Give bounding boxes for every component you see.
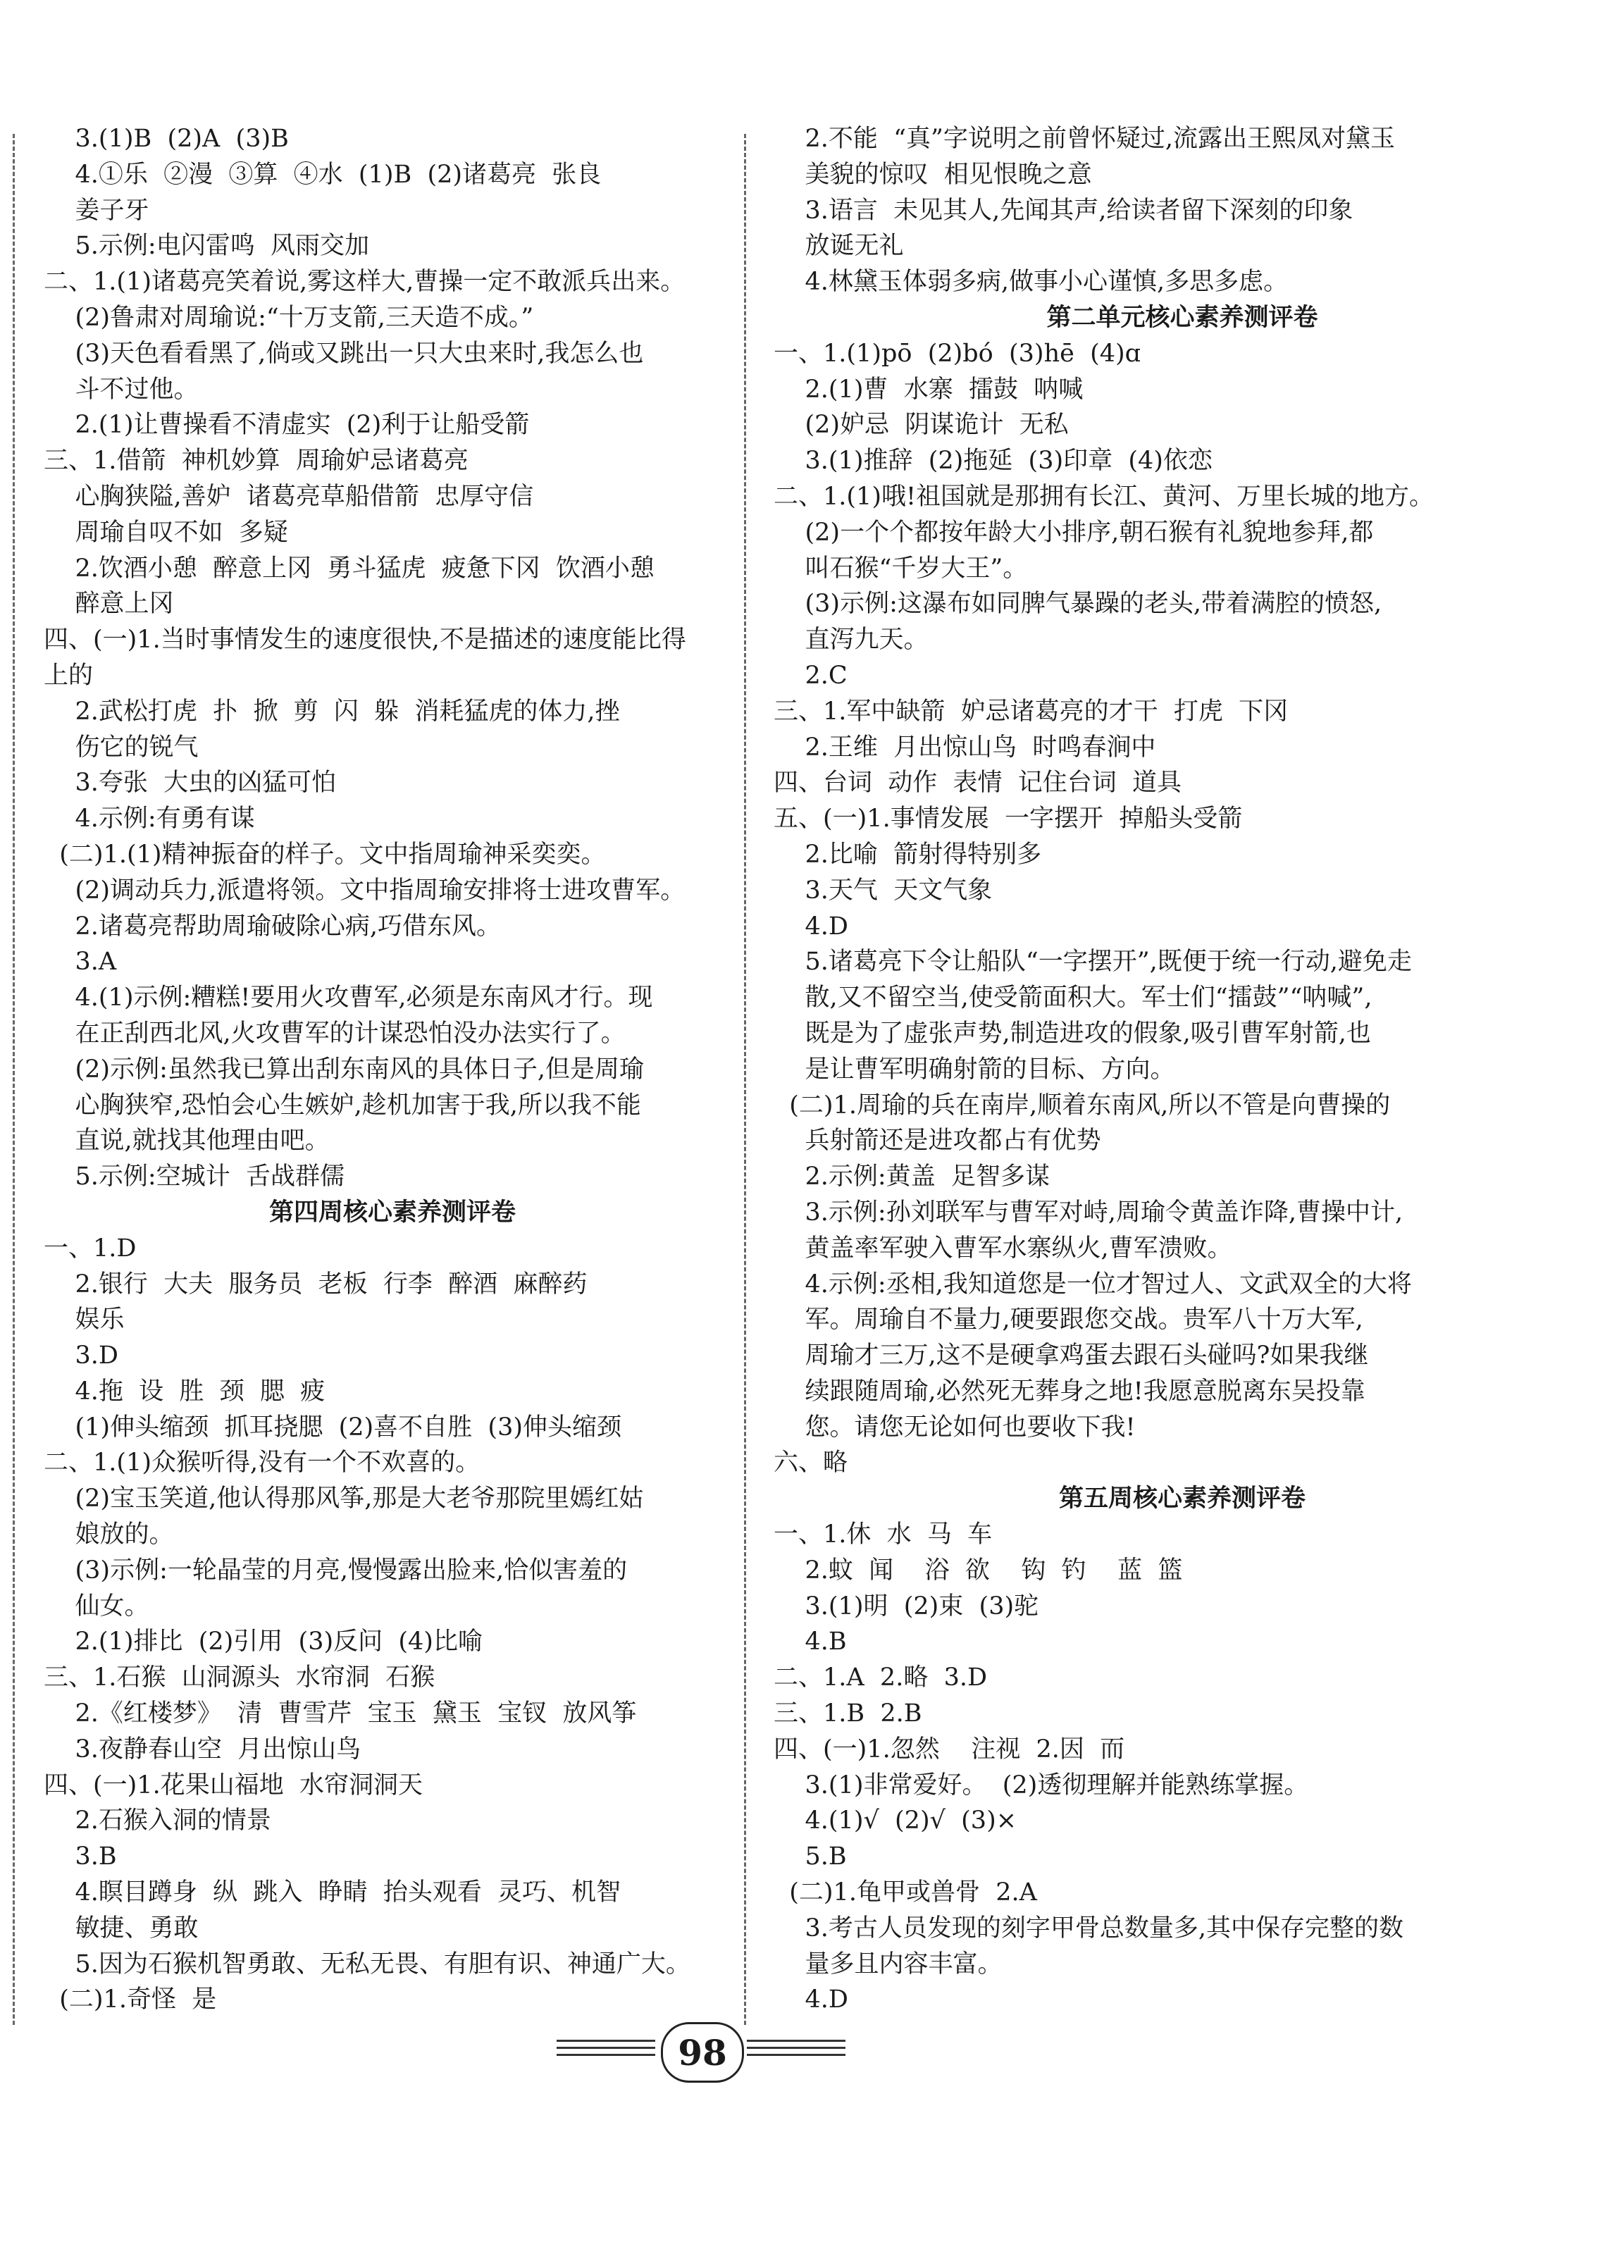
answer-line: (2)示例:虽然我已算出刮东南风的具体日子,但是周瑜 bbox=[44, 1055, 644, 1084]
answer-line: 3.语言 未见其人,先闻其声,给读者留下深刻的印象 bbox=[774, 196, 1353, 225]
answer-line: 5.诸葛亮下令让船队“一字摆开”,既便于统一行动,避免走 bbox=[774, 948, 1412, 977]
answer-line: (2)鲁肃对周瑜说:“十万支箭,三天造不成。” bbox=[44, 303, 534, 332]
answer-line: 3.夜静春山空 月出惊山鸟 bbox=[44, 1735, 361, 1764]
answer-line: 一、1.休 水 马 车 bbox=[774, 1520, 993, 1549]
answer-line: 2.武松打虎 扑 掀 剪 闪 躲 消耗猛虎的体力,挫 bbox=[44, 697, 620, 726]
answer-column-right bbox=[774, 121, 1591, 2018]
answer-line: (二)1.龟甲或兽骨 2.A bbox=[774, 1878, 1037, 1907]
answer-line: 二、1.A 2.略 3.D bbox=[774, 1663, 988, 1692]
answer-line: 直泻九天。 bbox=[774, 626, 929, 655]
answer-line: 心胸狭隘,善妒 诸葛亮草船借箭 忠厚守信 bbox=[44, 482, 534, 511]
answer-line: 叫石猴“千岁大王”。 bbox=[774, 554, 1028, 583]
answer-line: 直说,就找其他理由吧。 bbox=[44, 1127, 330, 1155]
answer-line: 2.石猴入洞的情景 bbox=[44, 1807, 271, 1835]
answer-line: 4.示例:丞相,我知道您是一位才智过人、文武双全的大将 bbox=[774, 1270, 1412, 1299]
answer-line: 醉意上冈 bbox=[44, 590, 174, 619]
answer-line: 四、(一)1.花果山福地 水帘洞洞天 bbox=[44, 1771, 423, 1799]
section-heading: 第四周核心素养测评卷 bbox=[268, 1198, 516, 1227]
answer-line: 5.示例:空城计 舌战群儒 bbox=[44, 1163, 345, 1191]
answer-line: 3.夸张 大虫的凶猛可怕 bbox=[44, 769, 337, 798]
answer-line: 4.(1)示例:糟糕!要用火攻曹军,必须是东南风才行。现 bbox=[44, 984, 653, 1012]
answer-line: (2)妒忌 阴谋诡计 无私 bbox=[774, 411, 1069, 440]
answer-line: 2.银行 大夫 服务员 老板 行李 醉酒 麻醉药 bbox=[44, 1270, 588, 1299]
answer-line: 2.(1)排比 (2)引用 (3)反问 (4)比喻 bbox=[44, 1628, 483, 1656]
answer-line: 姜子牙 bbox=[44, 196, 149, 225]
answer-line: 2.饮酒小憩 醉意上冈 勇斗猛虎 疲惫下冈 饮酒小憩 bbox=[44, 554, 655, 583]
answer-line: 2.(1)让曹操看不清虚实 (2)利于让船受箭 bbox=[44, 411, 530, 440]
answer-line: 三、1.石猴 山洞源头 水帘洞 石猴 bbox=[44, 1663, 435, 1692]
answer-line: 2.《红楼梦》 清 曹雪芹 宝玉 黛玉 宝钗 放风筝 bbox=[44, 1699, 637, 1728]
answer-line: 二、1.(1)诸葛亮笑着说,雾这样大,曹操一定不敢派兵出来。 bbox=[44, 268, 686, 297]
answer-line: (2)调动兵力,派遣将领。文中指周瑜安排将士进攻曹军。 bbox=[44, 876, 686, 905]
answer-line: 3.(1)推辞 (2)拖延 (3)印章 (4)依恋 bbox=[774, 447, 1213, 476]
answer-line: 三、1.军中缺箭 妒忌诸葛亮的才干 打虎 下冈 bbox=[774, 697, 1289, 726]
answer-line: 3.考古人员发现的刻字甲骨总数量多,其中保存完整的数 bbox=[774, 1914, 1404, 1942]
answer-line: (二)1.(1)精神振奋的样子。文中指周瑜神采奕奕。 bbox=[44, 840, 606, 869]
answer-line: 2.不能 “真”字说明之前曾怀疑过,流露出王熙凤对黛玉 bbox=[774, 125, 1396, 153]
answer-line: 4.B bbox=[774, 1628, 847, 1656]
answer-line: 3.(1)明 (2)束 (3)驼 bbox=[774, 1592, 1039, 1621]
answer-line: 5.B bbox=[774, 1842, 847, 1871]
answer-line: 2.示例:黄盖 足智多谋 bbox=[774, 1163, 1050, 1191]
answer-line: 娘放的。 bbox=[44, 1520, 174, 1549]
answer-line: 周瑜自叹不如 多疑 bbox=[44, 518, 288, 547]
answer-line: 伤它的锐气 bbox=[44, 733, 199, 762]
answer-line: 4.D bbox=[774, 1985, 848, 2014]
footer-decoration-left bbox=[557, 2040, 655, 2061]
column-divider bbox=[744, 134, 746, 2025]
answer-column-left bbox=[44, 121, 741, 2018]
answer-line: 3.B bbox=[44, 1842, 117, 1871]
answer-line: 军。周瑜自不量力,硬要跟您交战。贵军八十万大军, bbox=[774, 1306, 1363, 1334]
answer-line: 在正刮西北风,火攻曹军的计谋恐怕没办法实行了。 bbox=[44, 1019, 626, 1048]
answer-line: 3.D bbox=[44, 1341, 118, 1370]
answer-line: 三、1.B 2.B bbox=[774, 1699, 922, 1728]
answer-line: 续跟随周瑜,必然死无葬身之地!我愿意脱离东吴投靠 bbox=[774, 1377, 1365, 1406]
answer-line: 3.示例:孙刘联军与曹军对峙,周瑜令黄盖诈降,曹操中计, bbox=[774, 1198, 1403, 1227]
answer-line: (3)示例:这瀑布如同脾气暴躁的老头,带着满腔的愤怒, bbox=[774, 590, 1382, 619]
answer-line: 量多且内容丰富。 bbox=[774, 1950, 1003, 1978]
answer-line: 上的 bbox=[44, 661, 94, 690]
answer-line: 3.天气 天文气象 bbox=[774, 876, 993, 905]
answer-line: 5.示例:电闪雷鸣 风雨交加 bbox=[44, 232, 369, 261]
answer-line: 4.拖 设 胜 颈 腮 疲 bbox=[44, 1377, 326, 1406]
answer-line: 4.①乐 ②漫 ③算 ④水 (1)B (2)诸葛亮 张良 bbox=[44, 160, 602, 189]
answer-line: 4.林黛玉体弱多病,做事小心谨慎,多思多虑。 bbox=[774, 268, 1289, 297]
answer-line: 5.因为石猴机智勇敢、无私无畏、有胆有识、神通广大。 bbox=[44, 1950, 690, 1978]
answer-line: 4.D bbox=[774, 912, 848, 941]
answer-line: (3)天色看看黑了,倘或又跳出一只大虫来时,我怎么也 bbox=[44, 339, 644, 368]
answer-line: (二)1.奇怪 是 bbox=[44, 1985, 217, 2014]
answer-line: 2.蚊 闻 浴 欲 钩 钓 蓝 篮 bbox=[774, 1556, 1183, 1585]
answer-line: 3.A bbox=[44, 948, 117, 977]
answer-line: (2)宝玉笑道,他认得那风筝,那是大老爷那院里嫣红姑 bbox=[44, 1485, 644, 1513]
answer-line: (二)1.周瑜的兵在南岸,顺着东南风,所以不管是向曹操的 bbox=[774, 1091, 1391, 1120]
answer-line: 四、台词 动作 表情 记住台词 道具 bbox=[774, 769, 1182, 798]
answer-line: 兵射箭还是进攻都占有优势 bbox=[774, 1127, 1101, 1155]
answer-line: 五、(一)1.事情发展 一字摆开 掉船头受箭 bbox=[774, 805, 1243, 834]
answer-line: 四、(一)1.忽然 注视 2.因 而 bbox=[774, 1735, 1125, 1764]
answer-line: 斗不过他。 bbox=[44, 375, 199, 404]
answer-line: 4.(1)√ (2)√ (3)× bbox=[774, 1807, 1017, 1835]
answer-line: 一、1.(1)pō (2)bó (3)hē (4)ɑ bbox=[774, 339, 1141, 368]
answer-line: 周瑜才三万,这不是硬拿鸡蛋去跟石头碰吗?如果我继 bbox=[774, 1341, 1369, 1370]
answer-line: 2.比喻 箭射得特别多 bbox=[774, 840, 1042, 869]
answer-line: 四、(一)1.当时事情发生的速度很快,不是描述的速度能比得 bbox=[44, 626, 686, 655]
answer-line: 4.瞑目蹲身 纵 跳入 睁睛 抬头观看 灵巧、机智 bbox=[44, 1878, 621, 1907]
answer-line: 二、1.(1)哦!祖国就是那拥有长江、黄河、万里长城的地方。 bbox=[774, 482, 1434, 511]
answer-line: 二、1.(1)众猴听得,没有一个不欢喜的。 bbox=[44, 1449, 481, 1477]
footer-decoration-right bbox=[747, 2040, 845, 2061]
answer-line: 一、1.D bbox=[44, 1234, 137, 1263]
answer-line: 娱乐 bbox=[44, 1306, 125, 1334]
answer-line: 美貌的惊叹 相见恨晚之意 bbox=[774, 160, 1092, 189]
answer-line: 仙女。 bbox=[44, 1592, 149, 1621]
answer-line: 4.示例:有勇有谋 bbox=[44, 805, 255, 834]
answer-line: (2)一个个都按年龄大小排序,朝石猴有礼貌地参拜,都 bbox=[774, 518, 1374, 547]
answer-line: 三、1.借箭 神机妙算 周瑜妒忌诸葛亮 bbox=[44, 447, 469, 476]
answer-line: 六、略 bbox=[774, 1449, 848, 1477]
answer-line: 您。请您无论如何也要收下我! bbox=[774, 1413, 1136, 1442]
answer-line: 2.王维 月出惊山鸟 时鸣春涧中 bbox=[774, 733, 1156, 762]
answer-line: 2.C bbox=[774, 661, 848, 690]
answer-line: 散,又不留空当,使受箭面积大。军士们“擂鼓”“呐喊”, bbox=[774, 984, 1372, 1012]
answer-line: 敏捷、勇敢 bbox=[44, 1914, 199, 1942]
answer-line: 放诞无礼 bbox=[774, 232, 904, 261]
answer-line: (1)伸头缩颈 抓耳挠腮 (2)喜不自胜 (3)伸头缩颈 bbox=[44, 1413, 621, 1442]
answer-line: 黄盖率军驶入曹军水寨纵火,曹军溃败。 bbox=[774, 1234, 1232, 1263]
page-number: 98 bbox=[661, 2022, 744, 2083]
answer-line: 2.诸葛亮帮助周瑜破除心病,巧借东风。 bbox=[44, 912, 502, 941]
answer-line: 3.(1)B (2)A (3)B bbox=[44, 125, 289, 153]
answer-line: (3)示例:一轮晶莹的月亮,慢慢露出脸来,恰似害羞的 bbox=[44, 1556, 628, 1585]
left-margin-rule bbox=[13, 134, 15, 2025]
answer-line: 是让曹军明确射箭的目标、方向。 bbox=[774, 1055, 1175, 1084]
section-heading: 第二单元核心素养测评卷 bbox=[1046, 303, 1318, 332]
answer-line: 心胸狭窄,恐怕会心生嫉妒,趁机加害于我,所以我不能 bbox=[44, 1091, 641, 1120]
answer-line: 既是为了虚张声势,制造进攻的假象,吸引曹军射箭,也 bbox=[774, 1019, 1371, 1048]
section-heading: 第五周核心素养测评卷 bbox=[1058, 1485, 1306, 1513]
answer-line: 3.(1)非常爱好。 (2)透彻理解并能熟练掌握。 bbox=[774, 1771, 1309, 1799]
answer-line: 2.(1)曹 水寨 擂鼓 呐喊 bbox=[774, 375, 1084, 404]
